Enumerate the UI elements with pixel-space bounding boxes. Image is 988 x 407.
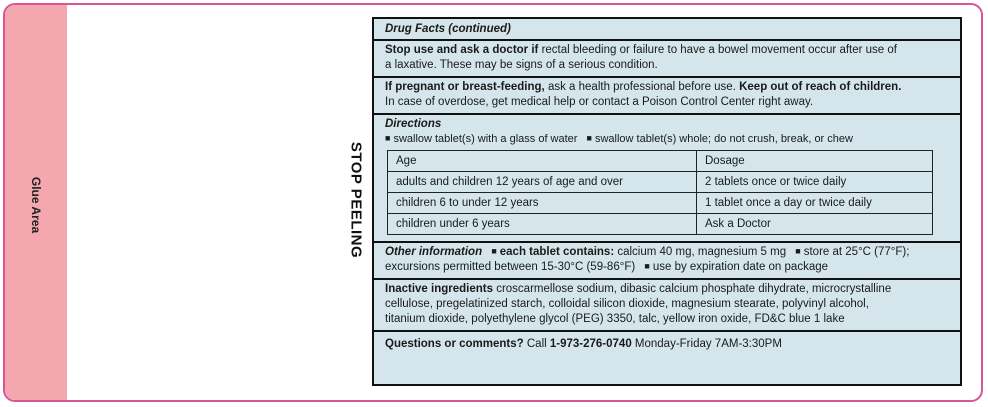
dosage-table <box>387 150 933 235</box>
directions-list <box>385 132 949 147</box>
keep-out-warning: Keep out of reach of children. <box>739 81 902 93</box>
inactive-ingredients-title: Inactive ingredients <box>385 283 494 295</box>
table-cell-dosage: 2 tablets once or twice daily <box>697 172 933 193</box>
bullet-icon: ■ <box>586 133 592 143</box>
drug-facts-panel <box>372 17 962 386</box>
call-text: Call <box>523 338 550 350</box>
questions-section <box>374 332 960 355</box>
direction-item: swallow tablet(s) with a glass of water <box>393 133 578 145</box>
glue-area <box>5 5 67 400</box>
phone-number: 1-973-276-0740 <box>549 338 632 350</box>
direction-item: swallow tablet(s) whole; do not crush, break, or chew <box>594 133 853 145</box>
stop-use-text-1: rectal bleeding or failure to have a bowel movement occur after use of <box>538 44 897 56</box>
table-header-age: Age <box>388 151 697 172</box>
bullet-icon: ■ <box>491 246 497 256</box>
stop-use-heading: Stop use and ask a doctor if <box>385 44 539 56</box>
glue-area-label: Glue Area <box>29 176 43 234</box>
table-cell-dosage: Ask a Doctor <box>697 214 933 235</box>
expiration-text: use by expiration date on package <box>652 261 829 273</box>
stop-use-text-2: a laxative. These may be signs of a serious condition. <box>385 59 658 71</box>
table-row <box>388 193 933 214</box>
pregnancy-heading: If pregnant or breast-feeding, <box>385 81 545 93</box>
bullet-icon: ■ <box>385 133 391 143</box>
table-cell-age: children under 6 years <box>388 214 697 235</box>
inactive-ingredients-line-3: titanium dioxide, polyethylene glycol (PEG) 3350, talc, yellow iron oxide, FD&C blue 1 lake <box>385 313 845 325</box>
stop-peeling-label: STOP PEELING <box>347 141 365 259</box>
table-header-row <box>388 151 933 172</box>
other-information-title: Other information <box>385 246 483 258</box>
inactive-ingredients-section <box>374 280 960 332</box>
questions-title: Questions or comments? <box>385 338 524 350</box>
hours-text: Monday-Friday 7AM-3:30PM <box>631 338 782 350</box>
pregnancy-section <box>374 78 960 115</box>
each-tablet-heading: each tablet contains: <box>499 246 615 258</box>
overdose-text: In case of overdose, get medical help or contact a Poison Control Center right away. <box>385 96 814 108</box>
table-cell-age: children 6 to under 12 years <box>388 193 697 214</box>
drug-facts-title: Drug Facts (continued) <box>385 23 511 35</box>
directions-title: Directions <box>385 118 442 130</box>
bullet-icon: ■ <box>795 246 801 256</box>
drug-facts-header <box>374 19 960 41</box>
table-header-dosage: Dosage <box>697 151 933 172</box>
stop-use-section <box>374 41 960 78</box>
each-tablet-text: calcium 40 mg, magnesium 5 mg <box>614 246 787 258</box>
table-row <box>388 214 933 235</box>
bullet-icon: ■ <box>644 261 650 271</box>
table-row <box>388 172 933 193</box>
table-cell-age: adults and children 12 years of age and over <box>388 172 697 193</box>
inactive-ingredients-line-1: croscarmellose sodium, dibasic calcium phosphate dihydrate, microcrystalline <box>493 283 892 295</box>
other-information-section <box>374 243 960 280</box>
storage-text: store at 25°C (77°F); <box>803 246 910 258</box>
directions-section <box>374 115 960 243</box>
pregnancy-text: ask a health professional before use. <box>544 81 740 93</box>
table-cell-dosage: 1 tablet once a day or twice daily <box>697 193 933 214</box>
excursions-text: excursions permitted between 15-30°C (59-86°F) <box>385 261 636 273</box>
inactive-ingredients-line-2: cellulose, pregelatinized starch, colloidal silicon dioxide, magnesium stearate, polyvinyl alcohol, <box>385 298 869 310</box>
